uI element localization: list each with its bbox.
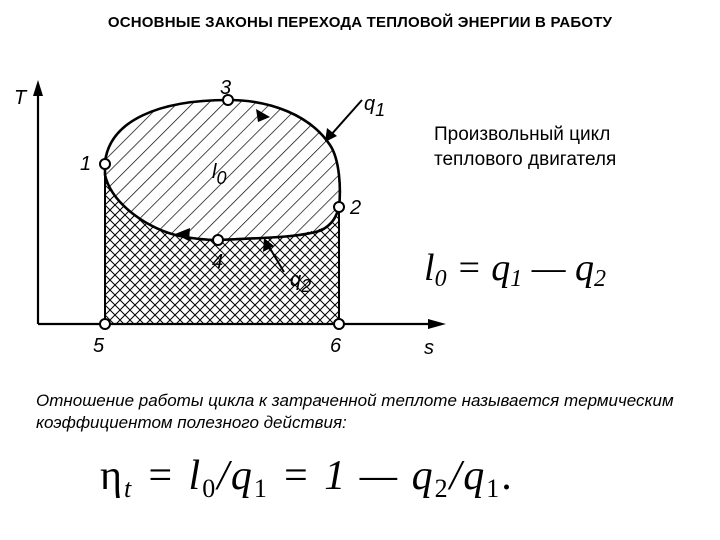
q1-label: q1 (364, 93, 386, 120)
point-1 (100, 159, 110, 169)
point-label-2: 2 (350, 197, 362, 219)
efficiency-formula: $\eta_t = l_0/q_1 = 1$ — $q_2/q_1$. (100, 453, 514, 503)
s-axis-arrow (428, 319, 446, 329)
point-label-6: 6 (330, 335, 342, 357)
caption-line-1: Произвольный цикл (434, 124, 611, 145)
point-label-3: 3 (220, 77, 232, 99)
work-formula: $l_0 = q_1$ — $q_2$ (424, 247, 607, 292)
point-5 (100, 319, 110, 329)
point-6 (334, 319, 344, 329)
page-title: ОСНОВНЫЕ ЗАКОНЫ ПЕРЕХОДА ТЕПЛОВОЙ ЭНЕРГИИ В РАБОТУ (107, 14, 613, 31)
point-label-5: 5 (93, 335, 105, 357)
point-label-4: 4 (212, 251, 224, 273)
caption-line-2: теплового двигателя (434, 149, 617, 170)
axis-s-label: s (424, 337, 434, 359)
efficiency-definition: Отношение работы цикла к затраченной теплоте называется термическим коэффициентом полезного действия: (36, 391, 674, 432)
cycle-caption (434, 122, 704, 172)
q2-label: q2 (290, 269, 312, 296)
point-label-1: 1 (80, 153, 92, 175)
area-label-l0: l0 (212, 161, 227, 188)
point-4 (213, 235, 223, 245)
q1-arrow (330, 100, 362, 136)
t-axis-arrow (33, 80, 43, 96)
point-2 (334, 202, 344, 212)
axis-t-label: T (14, 87, 27, 109)
